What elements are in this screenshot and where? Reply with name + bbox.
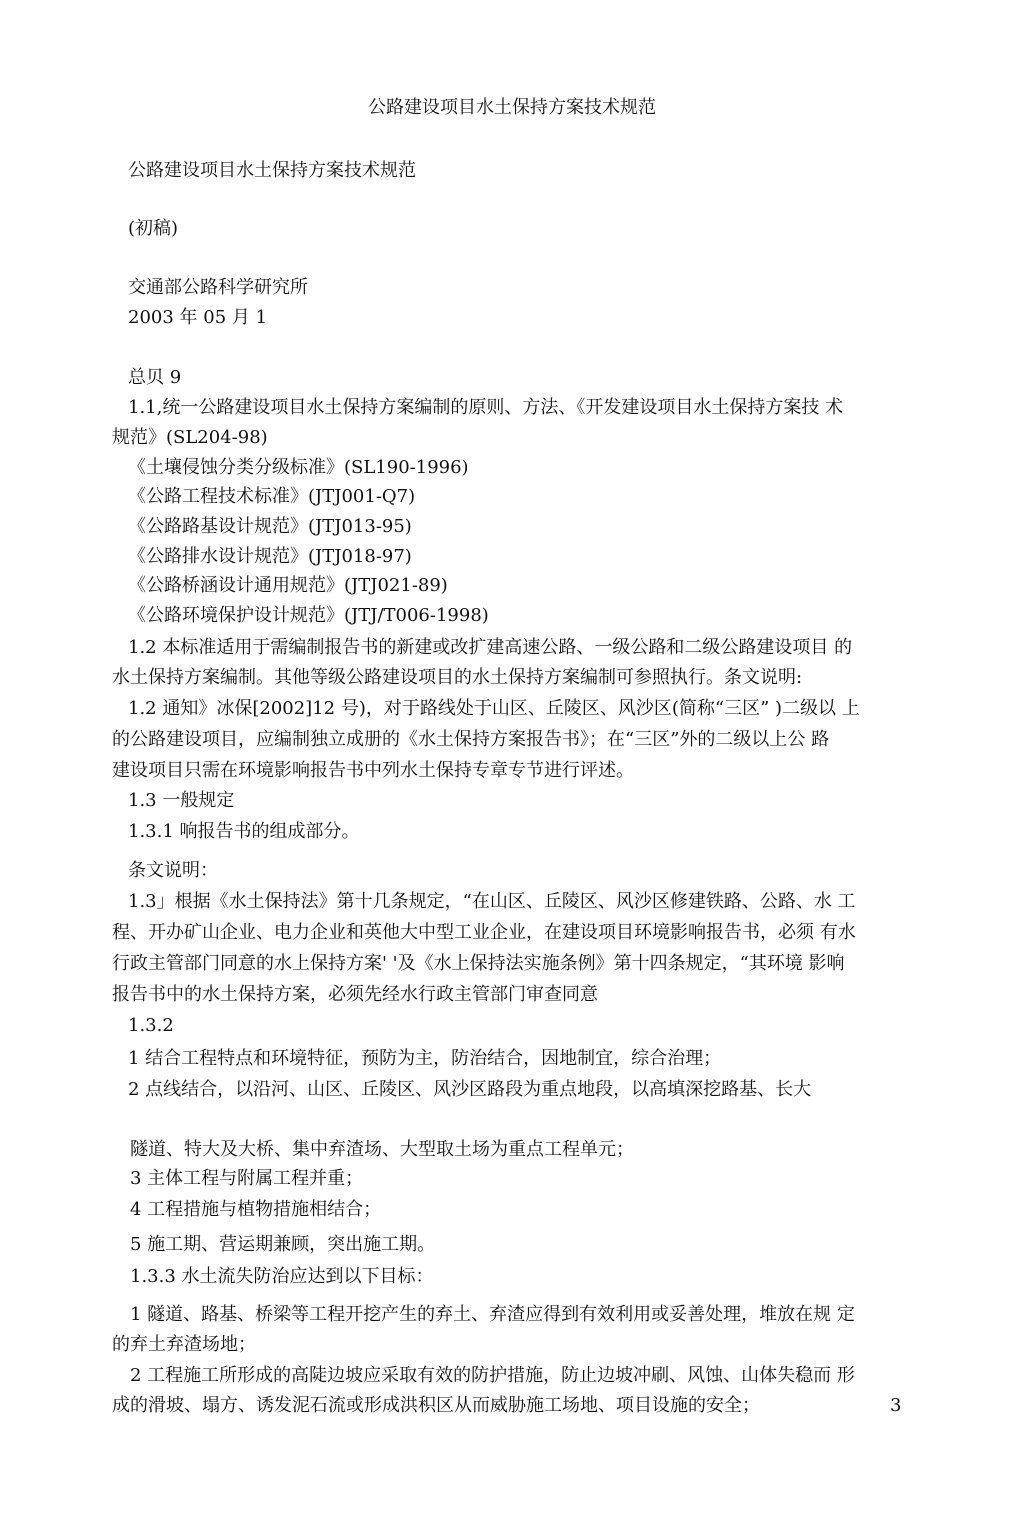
text-line: 交通部公路科学研究所: [128, 277, 308, 298]
text-line: 公路建设项目水土保持方案技术规范: [128, 160, 416, 181]
text-line: 1.3 一般规定: [128, 790, 235, 811]
text-line: 2003 年 05 月 1: [128, 307, 268, 328]
text-line: 3 主体工程与附属工程并重；: [130, 1168, 364, 1189]
text-line: 建设项目只需在环境影响报告书中列水土保持专章专节进行评述。: [112, 760, 634, 781]
text-line: 1.3.1 响报告书的组成部分。: [128, 821, 360, 842]
text-line: 规范》(SL204-98): [112, 427, 268, 448]
text-line: 1.1,统一公路建设项目水土保持方案编制的原则、方法、《开发建设项目水土保持方案技 术: [128, 397, 844, 418]
text-line: 《公路排水设计规范》(JTJ018-97): [128, 546, 412, 567]
text-line: 隧道、特大及大桥、集中弃渣场、大型取土场为重点工程单元；: [130, 1139, 634, 1160]
text-line: 《公路桥涵设计通用规范》(JTJ021-89): [128, 575, 448, 596]
text-line: 1 结合工程特点和环境特征，预防为主，防治结合，因地制宜，综合治理；: [128, 1048, 722, 1069]
text-line: 行政主管部门同意的水上保持方案' '及《水上保持法实施条例》第十四条规定，“其环境 影响: [112, 953, 845, 974]
text-line: 的弃土弃渣场地；: [112, 1334, 256, 1355]
text-line: 1.3.2: [128, 1015, 174, 1036]
document-title: 公路建设项目水土保持方案技术规范: [368, 97, 656, 118]
text-line: (初稿): [128, 218, 179, 239]
text-line: 的公路建设项目，应编制独立成册的《水土保持方案报告书》；在“三区”外的二级以上公 路: [112, 729, 830, 750]
text-line: 5 施工期、营运期兼顾，突出施工期。: [130, 1234, 436, 1255]
text-line: 1.3」根据《水土保持法》第十几条规定，“在山区、丘陵区、风沙区修建铁路、公路、水 工: [128, 891, 856, 912]
text-line: 《公路环境保护设计规范》(JTJ/T006-1998): [128, 605, 489, 626]
text-line: 1.3.3 水土流失防治应达到以下目标：: [130, 1266, 434, 1287]
text-line: 程、开办矿山企业、电力企业和英他大中型工业企业，在建设项目环境影响报告书，必须 有水: [112, 922, 856, 943]
text-line: 条文说明：: [128, 860, 218, 881]
text-line: 报告书中的水土保持方案，必须先经水行政主管部门审查同意: [112, 984, 598, 1005]
text-line: 1.2 通知》冰保[2002]12 号)，对于路线处于山区、丘陵区、风沙区(简称“三区” )二级以 上: [128, 698, 860, 719]
text-line: 2 工程施工所形成的高陡边坡应采取有效的防护措施，防止边坡冲刷、风蚀、山体失稳而 形: [130, 1365, 855, 1386]
text-line: 1 隧道、路基、桥梁等工程开挖产生的弃土、弃渣应得到有效利用或妥善处理，堆放在规 定: [130, 1304, 855, 1325]
text-line: 1.2 本标准适用于需编制报告书的新建或改扩建高速公路、一级公路和二级公路建设项目 的: [128, 637, 853, 658]
text-line: 水土保持方案编制。其他等级公路建设项目的水土保持方案编制可参照执行。条文说明:: [112, 667, 803, 688]
page-number: 3: [890, 1395, 902, 1416]
text-line: 成的滑坡、塌方、诱发泥石流或形成洪积区从而威胁施工场地、项目设施的安全；: [112, 1395, 760, 1416]
text-line: 总贝 9: [128, 367, 182, 388]
text-line: 4 工程措施与植物措施相结合；: [130, 1199, 382, 1220]
text-line: 《公路工程技术标准》(JTJ001-Q7): [128, 486, 416, 507]
text-line: 《公路路基设计规范》(JTJ013-95): [128, 516, 412, 537]
text-line: 《土壤侵蚀分类分级标准》(SL190-1996): [128, 457, 469, 478]
text-line: 2 点线结合，以沿河、山区、丘陵区、风沙区路段为重点地段，以高填深挖路基、长大: [128, 1079, 812, 1100]
